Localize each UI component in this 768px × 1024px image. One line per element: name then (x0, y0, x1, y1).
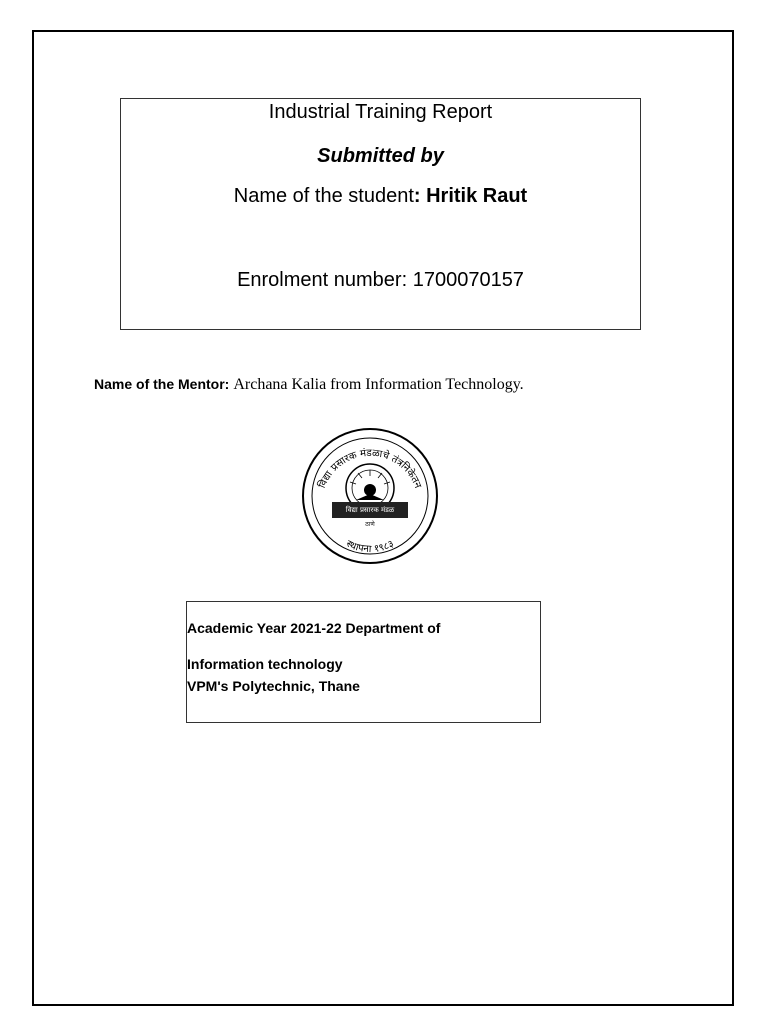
mentor-line (94, 376, 524, 394)
report-title: Industrial Training Report (268, 101, 493, 123)
student-label: Name of the student (233, 185, 414, 207)
mentor-name: Archana Kalia from Information Technology. (233, 376, 524, 393)
enrolment-label: Enrolment number: (237, 269, 413, 291)
enrolment-line (121, 269, 640, 292)
mentor-label: Name of the Mentor: (94, 376, 230, 392)
student-name-line (121, 185, 640, 208)
institution-line: VPM's Polytechnic, Thane (187, 678, 360, 694)
institution-seal-icon (300, 426, 440, 566)
seal-top-text: विद्या प्रसारक मंडळाचे तंत्रनिकेतन (316, 447, 424, 490)
enrolment-number: 1700070157 (412, 269, 524, 291)
seal-bottom-text: स्थापना १९८३ (344, 538, 396, 556)
submitted-by-heading: Submitted by (317, 145, 444, 167)
academic-box (186, 601, 541, 723)
seal-band-subtext: ठाणे (365, 521, 375, 528)
seal-band-text: विद्या प्रसारक मंडळ (345, 506, 395, 514)
department-line: Information technology (187, 656, 343, 672)
title-box (120, 98, 641, 330)
student-name: : Hritik Raut (413, 185, 528, 207)
academic-year-line: Academic Year 2021-22 Department of (187, 620, 441, 636)
